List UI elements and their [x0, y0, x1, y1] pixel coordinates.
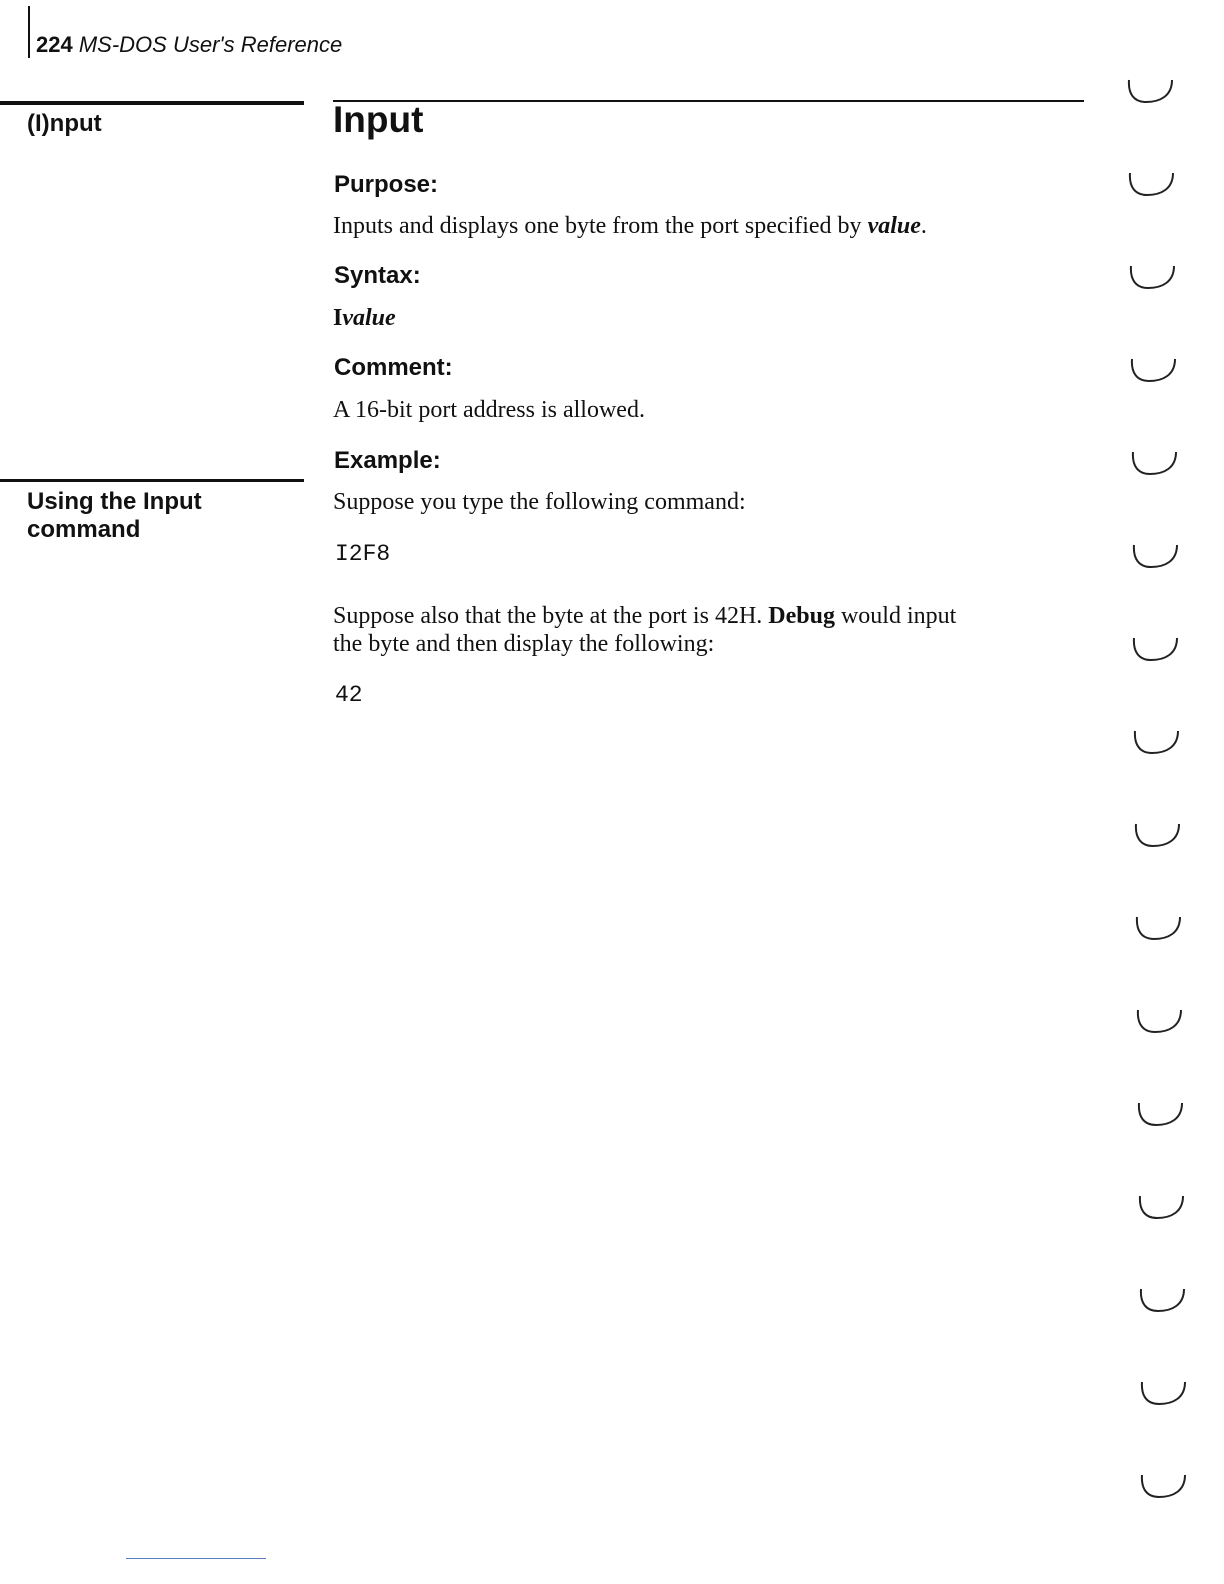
- binder-hole-icon: [1128, 727, 1188, 757]
- syntax-argument: value: [342, 305, 396, 331]
- sidebar-usage-heading: Using the Input command: [27, 488, 202, 543]
- binder-hole-icon: [1127, 541, 1187, 571]
- comment-label: Comment:: [334, 354, 453, 381]
- binder-hole-icon: [1127, 634, 1187, 664]
- example-label: Example:: [334, 447, 441, 474]
- example-intro: Suppose you type the following command:: [333, 489, 746, 515]
- example-command-code: I2F8: [335, 541, 391, 567]
- example-explanation-line1: [333, 602, 956, 630]
- header-margin-rule: [28, 6, 30, 58]
- page-number: 224: [36, 32, 73, 57]
- explanation-debug: Debug: [768, 603, 835, 629]
- syntax-line: [333, 304, 396, 332]
- syntax-label: Syntax:: [334, 262, 421, 289]
- binder-hole-icon: [1135, 1378, 1195, 1408]
- purpose-text-emphasis: value: [867, 213, 921, 239]
- sidebar-rule-top: [0, 101, 304, 105]
- binder-hole-icon: [1132, 1099, 1192, 1129]
- example-explanation-line2: the byte and then display the following:: [333, 631, 715, 657]
- binder-hole-icon: [1123, 169, 1183, 199]
- binder-hole-icon: [1129, 820, 1189, 850]
- binder-hole-icon: [1125, 355, 1185, 385]
- explanation-before: Suppose also that the byte at the port is 42H.: [333, 603, 769, 629]
- binder-hole-icon: [1122, 76, 1182, 106]
- binder-hole-icon: [1134, 1285, 1194, 1315]
- binding-holes: [1120, 0, 1190, 1584]
- running-header: [36, 32, 342, 58]
- sidebar-rule-usage: [0, 479, 304, 482]
- binder-hole-icon: [1133, 1192, 1193, 1222]
- purpose-label: Purpose:: [334, 171, 439, 198]
- main-title-rule: [333, 100, 1084, 102]
- page-title: Input: [333, 99, 424, 140]
- example-output-code: 42: [335, 682, 363, 708]
- binder-hole-icon: [1130, 913, 1190, 943]
- bottom-scan-mark: [126, 1558, 266, 1559]
- purpose-text: [333, 212, 927, 240]
- binder-hole-icon: [1131, 1006, 1191, 1036]
- binder-hole-icon: [1135, 1471, 1195, 1501]
- purpose-text-after: .: [920, 213, 927, 239]
- comment-text: A 16-bit port address is allowed.: [333, 397, 645, 423]
- explanation-after: would input: [834, 603, 957, 629]
- sidebar-command-heading: (I)nput: [27, 110, 102, 137]
- syntax-command: I: [333, 305, 343, 331]
- purpose-text-before: Inputs and displays one byte from the port specified by: [333, 213, 868, 239]
- binder-hole-icon: [1124, 262, 1184, 292]
- binder-hole-icon: [1126, 448, 1186, 478]
- book-title: MS-DOS User's Reference: [78, 32, 343, 57]
